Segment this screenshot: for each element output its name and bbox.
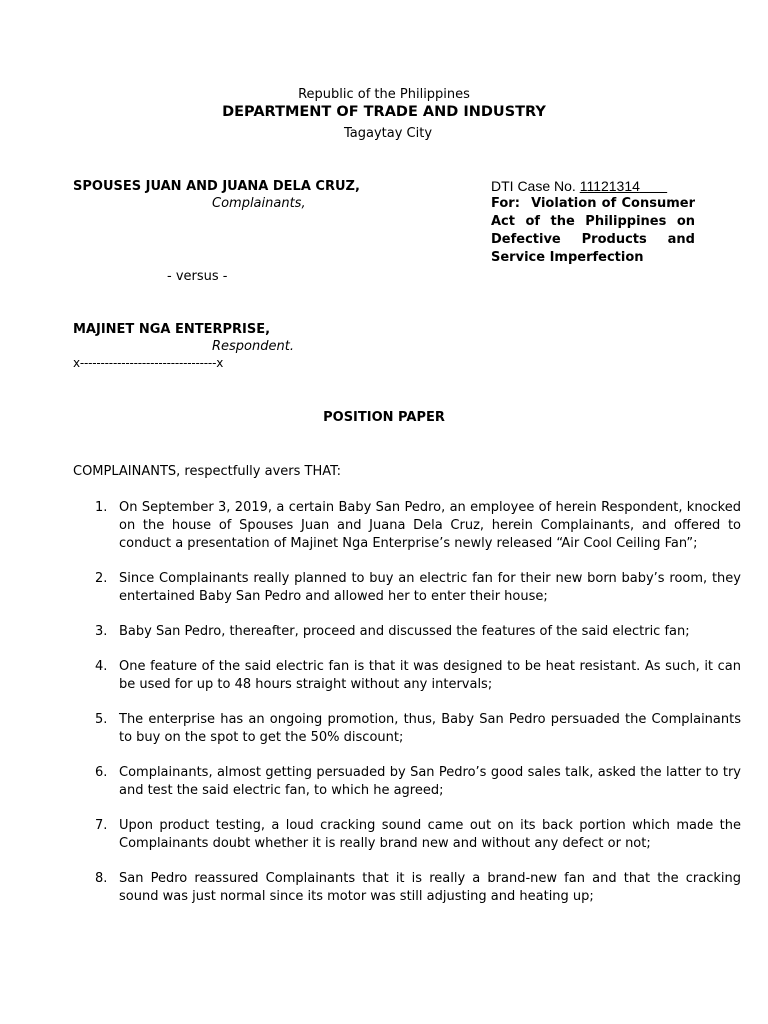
item-number: 6.	[95, 765, 108, 780]
list-item	[95, 764, 741, 800]
respondent-role: Respondent.	[212, 339, 294, 354]
for-text: Violation of Consumer Act of the Philippines on Defective Products and Service Imperfection	[491, 196, 695, 265]
complainants-name: SPOUSES JUAN AND JUANA DELA CRUZ,	[73, 179, 360, 194]
item-text: Baby San Pedro, thereafter, proceed and discussed the features of the said electric fan;	[119, 624, 690, 639]
list-item	[95, 711, 741, 747]
caption-divider: x---------------------------------x	[73, 356, 224, 370]
item-text: One feature of the said electric fan is that it was designed to be heat resistant. As such, it can be used for up to 48 hours straight without any intervals;	[119, 659, 741, 692]
item-text: Upon product testing, a loud cracking sound came out on its back portion which made the Complainants doubt whether it is really brand new and without any defect or not;	[119, 818, 741, 851]
item-number: 2.	[95, 571, 108, 586]
case-label: DTI Case No.	[491, 178, 576, 194]
versus-label: - versus -	[167, 269, 228, 284]
list-item	[95, 570, 741, 606]
item-text: On September 3, 2019, a certain Baby San Pedro, an employee of herein Respondent, knocked on the house of Spouses Juan and Juana Dela Cruz, herein Complainants, and offered to conduct a presentation of Majinet Nga Enterprise’s newly released “Air Cool Ceiling Fan”;	[119, 500, 741, 551]
list-item	[95, 499, 741, 553]
complainants-role: Complainants,	[212, 196, 306, 211]
list-item	[95, 623, 741, 641]
list-item	[95, 817, 741, 853]
department-heading: DEPARTMENT OF TRADE AND INDUSTRY	[222, 104, 546, 120]
item-text: San Pedro reassured Complainants that it is really a brand-new fan and that the cracking sound was just normal since its motor was still adjusting and heating up;	[119, 871, 741, 904]
item-text: Complainants, almost getting persuaded by San Pedro’s good sales talk, asked the latter to try and test the said electric fan, to which he agreed;	[119, 765, 741, 798]
item-text: Since Complainants really planned to buy an electric fan for their new born baby’s room, they entertained Baby San Pedro and allowed her to enter their house;	[119, 571, 741, 604]
document-title: POSITION PAPER	[323, 410, 445, 425]
item-number: 7.	[95, 818, 108, 833]
republic-heading: Republic of the Philippines	[298, 87, 470, 102]
item-text: The enterprise has an ongoing promotion, thus, Baby San Pedro persuaded the Complainants to buy on the spot to get the 50% discount;	[119, 712, 741, 745]
respondent-name: MAJINET NGA ENTERPRISE,	[73, 322, 271, 337]
item-number: 3.	[95, 624, 108, 639]
item-number: 1.	[95, 500, 108, 515]
case-number: 11121314	[579, 178, 640, 194]
for-label: For:	[491, 196, 520, 211]
case-number-underline	[640, 178, 667, 194]
case-number-line	[491, 178, 667, 194]
case-subject	[491, 195, 695, 267]
allegations-list	[73, 499, 741, 923]
city-heading: Tagaytay City	[344, 126, 433, 141]
item-number: 5.	[95, 712, 108, 727]
item-number: 8.	[95, 871, 108, 886]
intro-statement: COMPLAINANTS, respectfully avers THAT:	[73, 464, 342, 479]
list-item	[95, 658, 741, 694]
item-number: 4.	[95, 659, 108, 674]
list-item	[95, 870, 741, 906]
